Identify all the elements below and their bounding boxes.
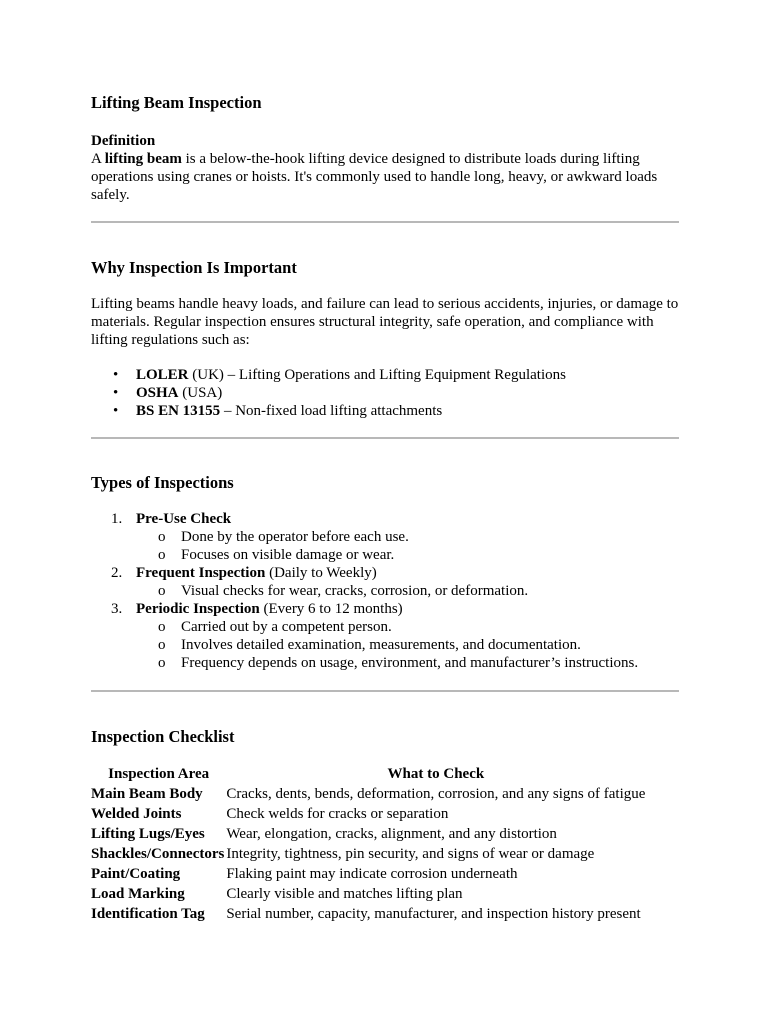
regulation-name: BS EN 13155 [136,403,221,419]
detail-text: Visual checks for wear, cracks, corrosion, or deformation. [181,583,529,599]
detail-item [136,618,679,636]
table-row [91,804,645,824]
inspection-type-item [91,510,679,564]
inspection-type-details [136,618,679,672]
page-title: Lifting Beam Inspection [91,93,262,112]
regulation-detail: (UK) – Lifting Operations and Lifting Equipment Regulations [188,367,566,383]
what-to-check-cell: Clearly visible and matches lifting plan [226,886,463,902]
definition-text: A lifting beam is a below-the-hook lifting device designed to distribute loads during lifting operations using cranes or hoists. It's commonly used to handle long, heavy, or awkward loads safely. [91,151,658,203]
types-heading: Types of Inspections [91,473,234,492]
detail-text: Involves detailed examination, measurements, and documentation. [181,637,581,653]
inspection-area-cell: Paint/Coating [91,866,181,882]
regulation-name: OSHA [136,385,179,401]
detail-text: Done by the operator before each use. [181,529,409,545]
regulations-list [91,366,679,420]
sub-bullet-icon: o [158,547,166,563]
regulation-detail: – Non-fixed load lifting attachments [220,403,443,419]
inspection-area-cell: Main Beam Body [91,786,203,802]
detail-item [136,582,679,600]
inspection-area-cell: Lifting Lugs/Eyes [91,826,205,842]
definition-term: lifting beam [104,151,182,167]
what-to-check-cell: Serial number, capacity, manufacturer, and inspection history present [226,906,641,922]
bullet-icon: • [113,367,119,383]
table-row [91,784,645,804]
document-content [91,93,679,924]
list-number: 3. [111,601,123,617]
detail-item [136,654,679,672]
why-text: Lifting beams handle heavy loads, and failure can lead to serious accidents, injuries, or damage to materials. Regular inspection ensures structural integrity, safe operation, and compliance with lifting regulations such as: [91,296,679,348]
what-to-check-cell: Wear, elongation, cracks, alignment, and any distortion [226,826,557,842]
detail-item [136,636,679,654]
checklist-heading: Inspection Checklist [91,727,235,746]
detail-text: Frequency depends on usage, environment, and manufacturer’s instructions. [181,655,639,671]
list-number: 1. [111,511,123,527]
what-to-check-cell: Cracks, dents, bends, deformation, corrosion, and any signs of fatigue [226,786,646,802]
table-row [91,884,645,904]
inspection-type-name: Periodic Inspection [136,601,260,617]
inspection-type-name: Frequent Inspection [136,565,266,581]
inspection-type-item [91,600,679,672]
detail-item [136,546,679,564]
detail-text: Focuses on visible damage or wear. [181,547,395,563]
bullet-icon: • [113,385,119,401]
table-row [91,844,645,864]
what-to-check-cell: Flaking paint may indicate corrosion underneath [226,866,518,882]
inspection-type-detail: (Every 6 to 12 months) [259,601,403,617]
what-to-check-cell: Integrity, tightness, pin security, and signs of wear or damage [226,846,595,862]
table-row [91,824,645,844]
inspection-area-cell: Identification Tag [91,906,205,922]
inspection-checklist-table [91,764,645,924]
regulation-detail: (USA) [178,385,223,401]
sub-bullet-icon: o [158,529,166,545]
bullet-icon: • [113,403,119,419]
inspection-types-list [91,510,679,672]
inspection-type-details [136,528,679,564]
inspection-area-cell: Shackles/Connectors [91,846,225,862]
inspection-type-name: Pre-Use Check [136,511,232,527]
sub-bullet-icon: o [158,655,166,671]
sub-bullet-icon: o [158,619,166,635]
sub-bullet-icon: o [158,583,166,599]
table-row [91,904,645,924]
regulation-item [91,366,679,384]
regulation-name: LOLER [136,367,189,383]
inspection-type-detail: (Daily to Weekly) [265,565,377,581]
column-header-check: What to Check [387,766,485,782]
inspection-type-details [136,582,679,600]
regulation-item [91,384,679,402]
table-header-row [91,764,645,784]
what-to-check-cell: Check welds for cracks or separation [226,806,449,822]
table-row [91,864,645,884]
detail-item [136,528,679,546]
detail-text: Carried out by a competent person. [181,619,392,635]
why-heading: Why Inspection Is Important [91,258,297,277]
column-header-area: Inspection Area [108,766,210,782]
inspection-area-cell: Welded Joints [91,806,182,822]
list-number: 2. [111,565,123,581]
definition-heading: Definition [91,133,156,149]
sub-bullet-icon: o [158,637,166,653]
regulation-item [91,402,679,420]
inspection-area-cell: Load Marking [91,886,185,902]
inspection-type-item [91,564,679,600]
